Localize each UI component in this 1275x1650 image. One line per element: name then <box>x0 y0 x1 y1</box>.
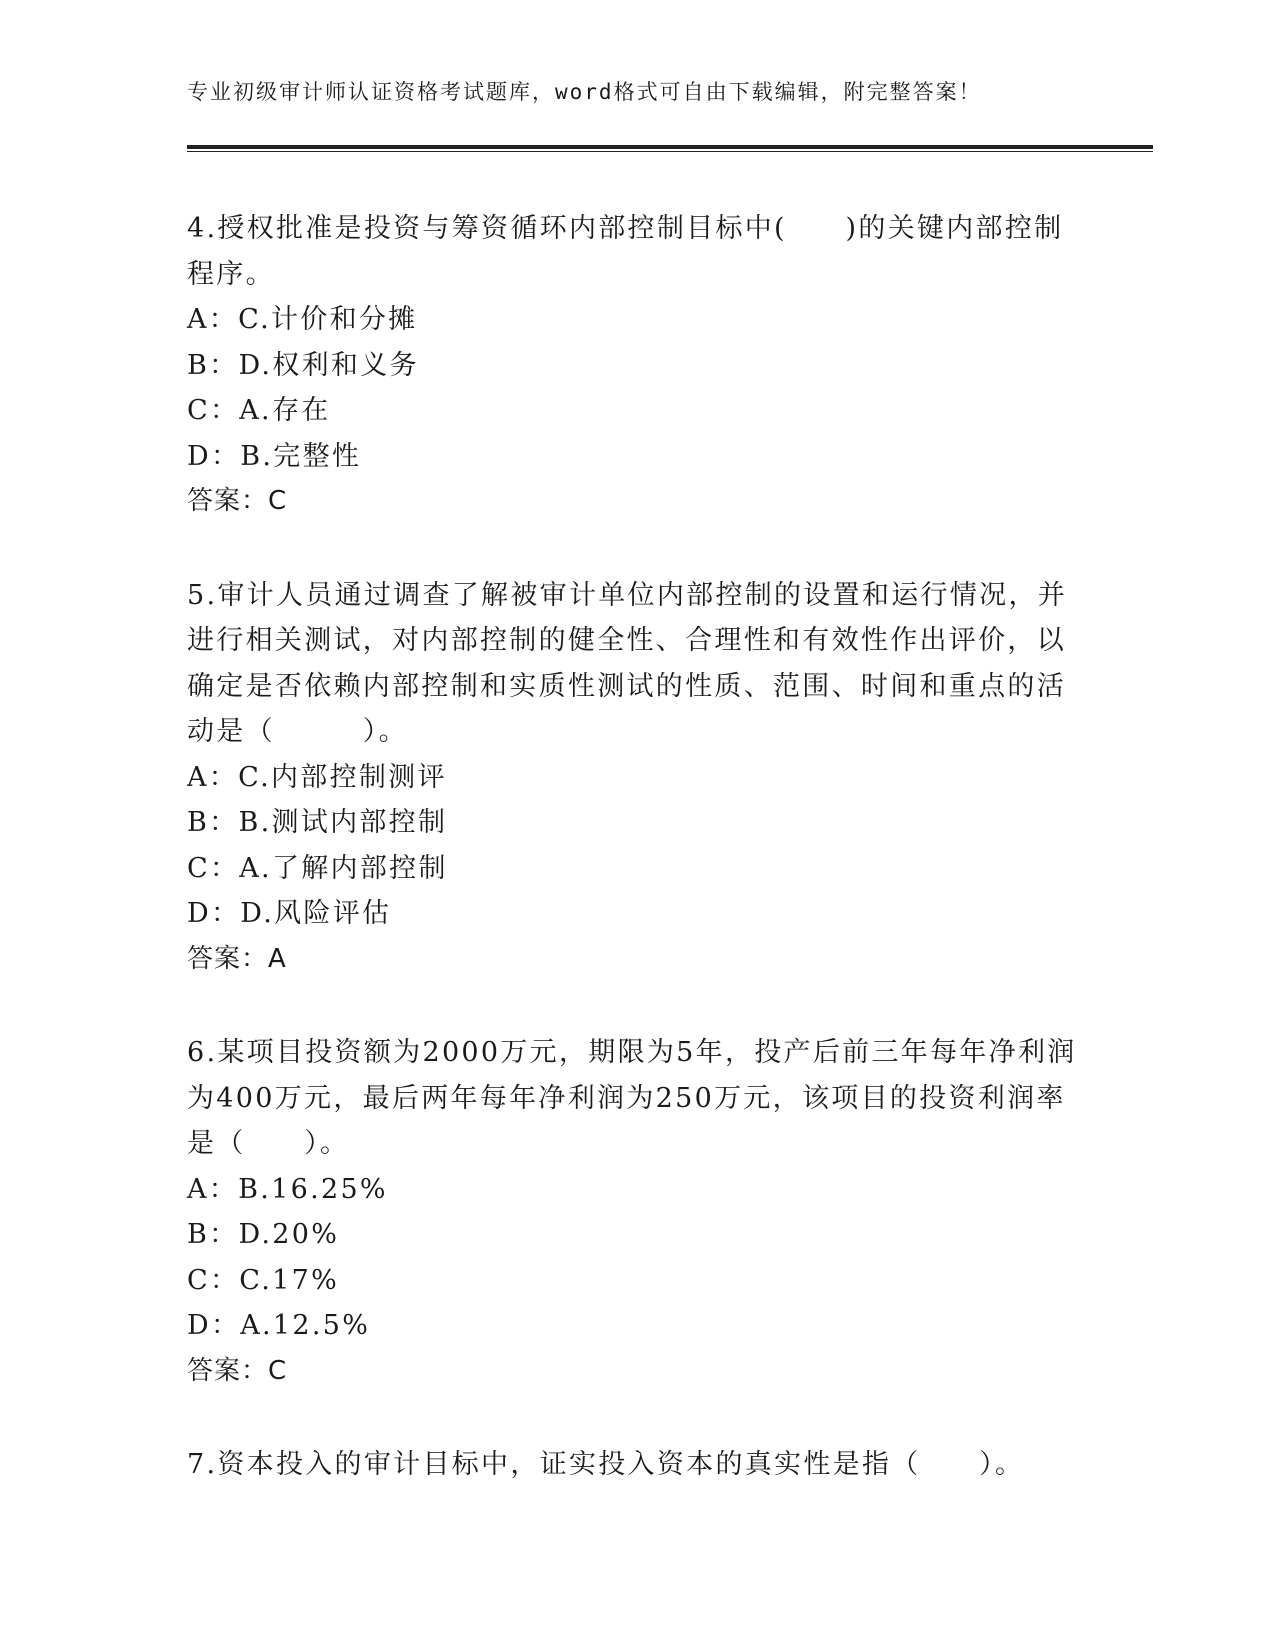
option-d: D：D.风险评估 <box>187 898 392 929</box>
option-b: B：D.权利和义务 <box>187 349 419 381</box>
question-5 <box>187 573 1087 983</box>
question-7 <box>187 1442 1087 1488</box>
answer-text: 答案：C <box>187 1355 288 1386</box>
question-text: 6.某项目投资额为2000万元，期限为5年，投产后前三年每年净利润为400万元，最后两年每年净利润为250万元，该项目的投资利润率是（ ）。 <box>187 1037 1077 1159</box>
question-text: 5.审计人员通过调查了解被审计单位内部控制的设置和运行情况，并进行相关测试，对内部控制的健全性、合理性和有效性作出评价，以确定是否依赖内部控制和实质性测试的性质、范围、时间和重点的活动是（ ）。 <box>187 579 1068 747</box>
page-header: 专业初级审计师认证资格考试题库，word格式可自由下载编辑，附完整答案！ <box>187 80 982 104</box>
answer-text: 答案：C <box>187 486 288 516</box>
option-b: B：D.20% <box>187 1219 340 1250</box>
option-d: D：B.完整性 <box>187 440 362 472</box>
option-c: C：A.存在 <box>187 395 331 426</box>
answer-text: 答案：A <box>187 943 287 974</box>
option-a: A：C.计价和分摊 <box>187 304 418 335</box>
option-c: C：C.17% <box>187 1264 340 1296</box>
question-6 <box>187 1030 1087 1394</box>
option-b: B：B.测试内部控制 <box>187 807 448 838</box>
question-4 <box>187 206 1087 525</box>
question-text: 4.授权批准是投资与筹资循环内部控制目标中( )的关键内部控制程序。 <box>187 213 1064 290</box>
option-c: C：A.了解内部控制 <box>187 852 448 884</box>
option-a: A：B.16.25% <box>187 1173 388 1205</box>
header-divider-thick <box>187 145 1153 149</box>
question-list <box>187 206 1087 1536</box>
option-a: A：C.内部控制测评 <box>187 761 447 793</box>
question-text: 7.资本投入的审计目标中，证实投入资本的真实性是指（ ）。 <box>187 1449 1025 1480</box>
option-d: D：A.12.5% <box>187 1310 371 1341</box>
header-divider-thin <box>187 151 1153 152</box>
